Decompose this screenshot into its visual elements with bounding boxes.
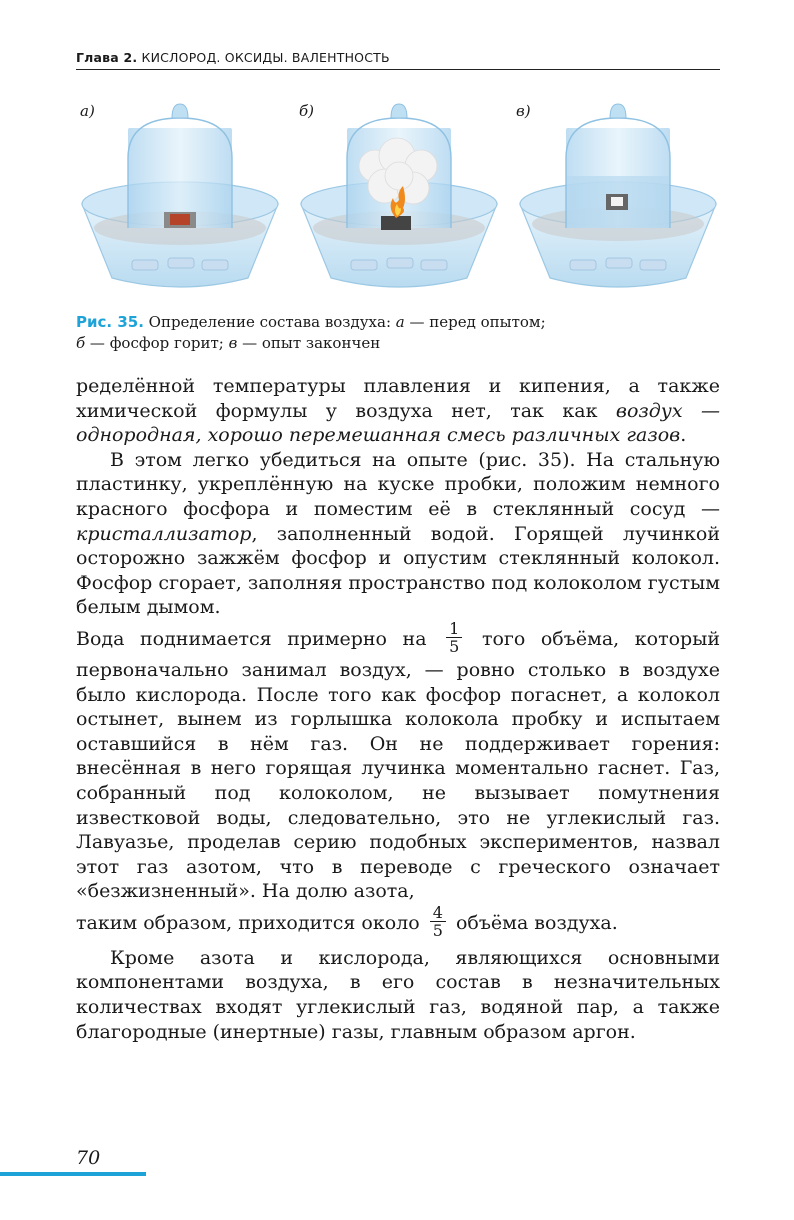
- figure-caption: [76, 312, 716, 354]
- p1-end: .: [680, 424, 687, 447]
- caption-text-1: Определение состава воздуха:: [143, 313, 396, 331]
- fraction-denominator: 5: [432, 921, 443, 941]
- caption-letter-v: в: [228, 334, 238, 352]
- caption-text-3: — фосфор горит;: [85, 334, 229, 352]
- running-header: [76, 50, 720, 70]
- panel-label-a: а): [80, 102, 95, 120]
- fraction-numerator: 1: [446, 620, 462, 638]
- p2-text-f: таким образом, приходится около: [76, 911, 420, 934]
- paragraph-1: [76, 374, 720, 448]
- body-text: [76, 374, 720, 1044]
- fraction-four-fifths: [430, 904, 446, 939]
- p3-text: Кроме азота и кислорода, являющихся основными компонентами воздуха, в его состав в незначительных количествах входят углекислый газ, водяной пар, а также благородные (инертные) газы, главным образом аргон.: [76, 946, 720, 1043]
- chapter-number: Глава 2.: [76, 50, 138, 65]
- p2-text-d: того объёма, который: [481, 627, 721, 650]
- panel-label-v: в): [516, 102, 531, 120]
- fraction-denominator: 5: [449, 637, 460, 657]
- p2-italic: кристаллизатор: [76, 522, 252, 545]
- page-number-accent-bar: [0, 1172, 146, 1176]
- figure-35: [74, 100, 724, 300]
- figure-number: Рис. 35.: [76, 313, 144, 331]
- p2-text-a: В этом легко убедиться на опыте (рис. 35). На стальную пластинку, укреплённую на куске пробки, положим немного красного фосфора и поместим её в стеклянный сосуд —: [76, 448, 720, 520]
- caption-text-2: — перед опытом;: [404, 313, 546, 331]
- p1-text: ределённой температуры плавления и кипения, а также химической формулы у воздуха нет, так как: [76, 375, 720, 422]
- p2-text-c: Вода поднимается примерно на: [76, 627, 427, 650]
- caption-letter-b: б: [76, 334, 86, 352]
- caption-letter-a: а: [395, 313, 405, 331]
- paragraph-2-fraction-line-1: [76, 620, 720, 658]
- apparatus-burning-illustration: [293, 100, 505, 300]
- fraction-numerator: 4: [430, 904, 446, 922]
- panel-label-b: б): [299, 102, 315, 120]
- p1-italic: воздух — однородная, хорошо перемешанная смесь различных газов: [76, 399, 720, 447]
- apparatus-finished-illustration: [512, 100, 724, 300]
- p2-text-g: объёма воздуха.: [455, 911, 618, 934]
- paragraph-2: [76, 448, 720, 620]
- apparatus-before-illustration: [74, 100, 286, 300]
- fraction-one-fifth: [446, 620, 462, 655]
- figure-panel-b: [293, 100, 505, 300]
- paragraph-2-continued: [76, 658, 720, 904]
- paragraph-2-fraction-line-2: [76, 904, 720, 942]
- figure-panel-a: [74, 100, 286, 300]
- caption-text-4: — опыт закончен: [237, 334, 381, 352]
- page-number: 70: [76, 1147, 101, 1169]
- p2-text-b: , заполненный водой. Горящей лучинкой осторожно зажжём фосфор и опустим стеклянный колокол. Фосфор сгорает, заполняя пространство под колоколом густым белым дымом.: [76, 522, 720, 619]
- paragraph-3: [76, 946, 720, 1044]
- chapter-title: КИСЛОРОД. ОКСИДЫ. ВАЛЕНТНОСТЬ: [141, 50, 390, 65]
- figure-panel-v: [512, 100, 724, 300]
- p2-text-e: первоначально занимал воздух, — ровно столько в воздухе было кислорода. После того как фосфор погаснет, а колокол остынет, вынем из горлышка колокола пробку и испытаем оставшийся в нём газ. Он не поддерживает горения: внесённая в него горящая лучинка моментально гаснет. Газ, собранный под колоколом, не вызывает помутнения известковой воды, следовательно, это не углекислый газ. Лавуазье, проделав серию подобных экспериментов, назвал этот газ азотом, что в переводе с греческого означает «безжизненный». На долю азота,: [76, 658, 720, 903]
